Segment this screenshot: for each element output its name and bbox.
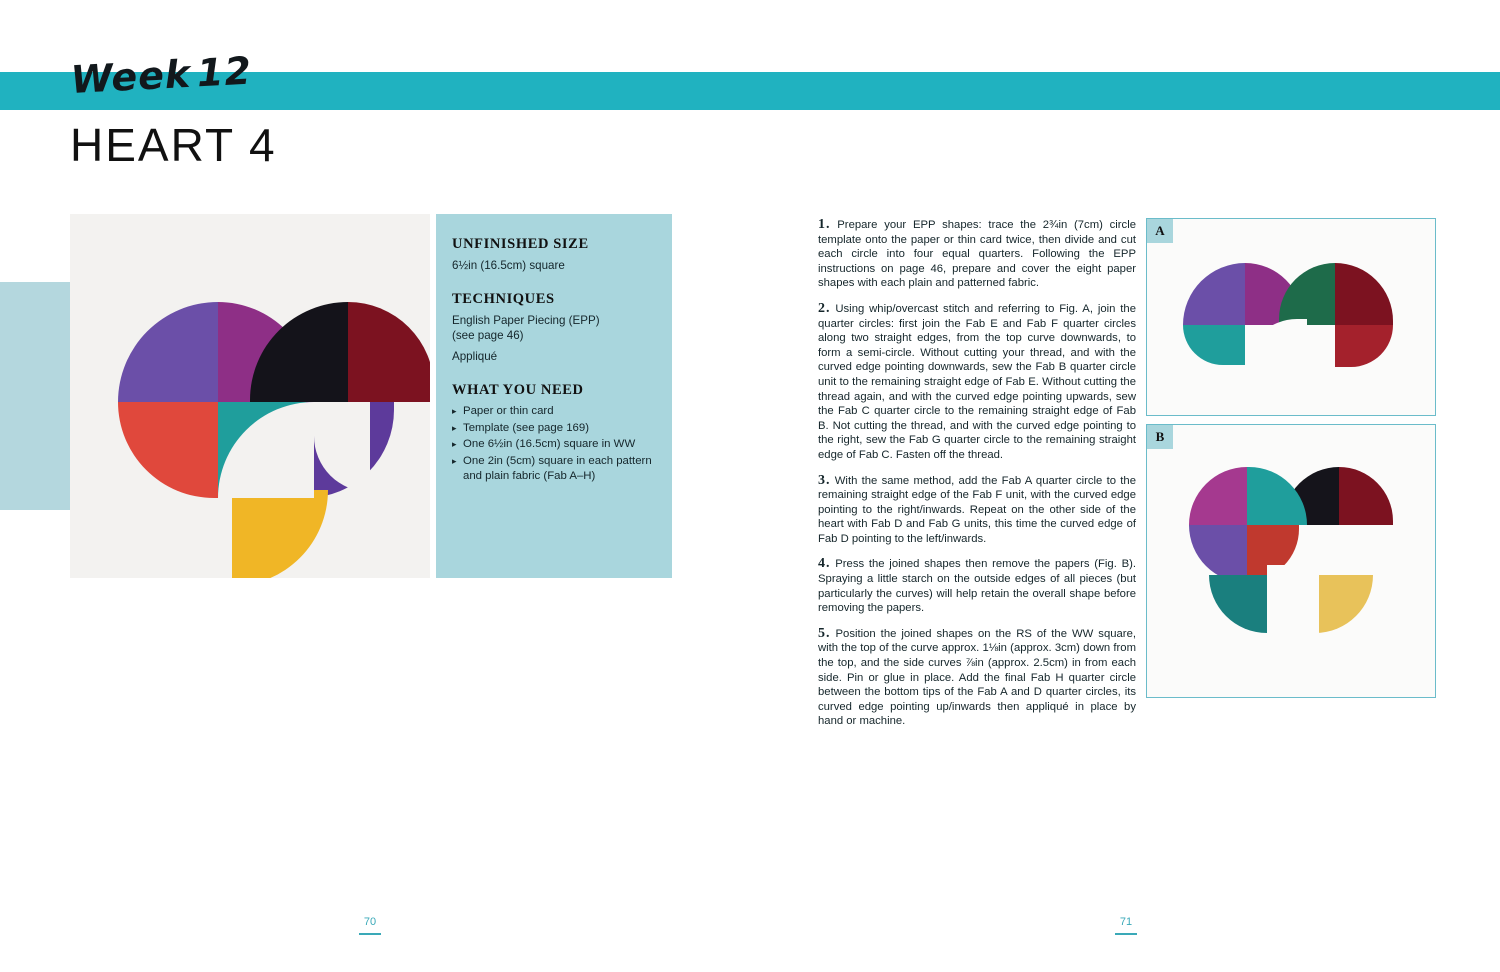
fabric-patch-teal (1183, 325, 1245, 365)
step-text: Position the joined shapes on the RS of the WW square, with the top of the curve approx. 1⅛in (approx. 3cm) down from the top, and the side curves ⅞in (approx. 2.5cm) in from each side. Pin or glue in place. Add the final Fab H quarter circle between the bottom tips of the Fab A and D quarter circles, its curved edge pointing up/inwards then appliqué in place by hand or machine. (818, 627, 1136, 728)
step-number: 3. (818, 472, 831, 488)
page-number-left-value: 70 (363, 916, 377, 928)
figure-background-notch (1267, 565, 1319, 635)
step-text: Using whip/overcast stitch and referring to Fig. A, join the quarter circles: first join the Fab E and Fab F quarter circles along two straight edges, from the top curve downwards, to form a semi-circle. Without cutting your thread, and with the curved edge pointing downwards, sew the Fab B quarter circle unit to the remaining straight edge of Fab E. Without cutting the thread again, and with the curved edge pointing upwards, sew the Fab C quarter circle to the remaining straight edge of Fab B. Not cutting the thread, and with the curved edge pointing to the right, sew the Fab G quarter circle to the remaining straight edge of Fab C. Fasten off the thread. (818, 302, 1136, 461)
figure-a (1146, 218, 1436, 416)
fabric-patch-darkred-right (348, 302, 430, 402)
page-number-right (1106, 916, 1146, 935)
list-item: ▸ Template (see page 169) (452, 421, 654, 437)
step-number: 5. (818, 625, 831, 641)
decorative-edge-block (0, 282, 74, 510)
info-heading-size: UNFINISHED SIZE (452, 236, 589, 252)
fabric-patch-red-bottom (1335, 325, 1393, 367)
info-panel (436, 214, 672, 578)
fabric-patch-magenta-print (1189, 467, 1247, 525)
figure-a-label: A (1147, 219, 1173, 243)
figure-b-label: B (1147, 425, 1173, 449)
instruction-step-4 (818, 557, 1136, 615)
instruction-step-5 (818, 627, 1136, 729)
figure-background-notch (1245, 319, 1307, 371)
page-number-right-value: 71 (1119, 916, 1133, 928)
instruction-step-2 (818, 302, 1136, 463)
info-size-value: 6½in (16.5cm) square (452, 259, 565, 272)
figure-a-photo (1147, 219, 1435, 415)
materials-list (452, 404, 654, 485)
instruction-step-1 (818, 218, 1136, 291)
figure-b (1146, 424, 1436, 698)
folio-rule (1115, 933, 1137, 935)
week-word: Week (69, 51, 193, 102)
step-text: Press the joined shapes then remove the papers (Fig. B). Spraying a little starch on the outside edges of all pieces (but particularly the curves) will help retain the overall shape before removing the papers. (818, 558, 1137, 615)
fabric-patch-purple (1183, 263, 1245, 325)
fabric-patch-yellow-lower-right (1315, 575, 1373, 633)
fabric-patch-green (1279, 263, 1335, 325)
step-text: Prepare your EPP shapes: trace the 2¾in (7cm) circle template onto the paper or thin card twice, then divide and cut each circle into four equal quarters. Following the EPP instructions on page 46, prepare and cover the eight paper shapes with each plain and patterned fabric. (818, 219, 1136, 290)
step-text: With the same method, add the Fab A quarter circle to the remaining straight edge of the Fab F unit, with the curved edge pointing to the right/inwards. Repeat on the other side of the heart with Fab D and Fab G units, this time the curved edge of Fab D pointing to the left/inwards. (818, 474, 1136, 545)
instruction-step-3 (818, 474, 1136, 547)
fabric-patch-teal-center (1247, 467, 1307, 525)
step-number: 1. (818, 217, 831, 232)
fabric-patch-darkred (1339, 467, 1393, 525)
fabric-patch-floral-left (118, 402, 218, 498)
fabric-patch-yellow-bottom (232, 490, 328, 578)
list-item: ▸ Paper or thin card (452, 404, 654, 420)
week-number: 12 (195, 48, 253, 96)
fabric-patch-purple-upper-left (118, 302, 218, 402)
step-number: 4. (818, 556, 831, 572)
figure-b-photo (1147, 425, 1435, 697)
fabric-patch-darkred (1335, 263, 1393, 325)
page-title: HEART 4 (70, 119, 277, 171)
folio-rule (359, 933, 381, 935)
technique-line-1: English Paper Piecing (EPP) (452, 314, 600, 327)
info-heading-what-you-need: WHAT YOU NEED (452, 382, 584, 398)
technique-line-2: (see page 46) (452, 329, 524, 342)
fabric-patch-teal-lower-left (1209, 575, 1267, 633)
page-number-left (350, 916, 390, 935)
instructions-column (818, 218, 1136, 740)
block-photo (70, 214, 430, 578)
list-item: ▸ One 2in (5cm) square in each pattern and plain fabric (Fab A–H) (452, 454, 654, 485)
heart-illustration (70, 214, 430, 578)
list-item: ▸ One 6½in (16.5cm) square in WW (452, 437, 654, 453)
info-heading-techniques: TECHNIQUES (452, 291, 555, 307)
step-number: 2. (818, 300, 831, 316)
technique-line-3: Appliqué (452, 350, 498, 363)
